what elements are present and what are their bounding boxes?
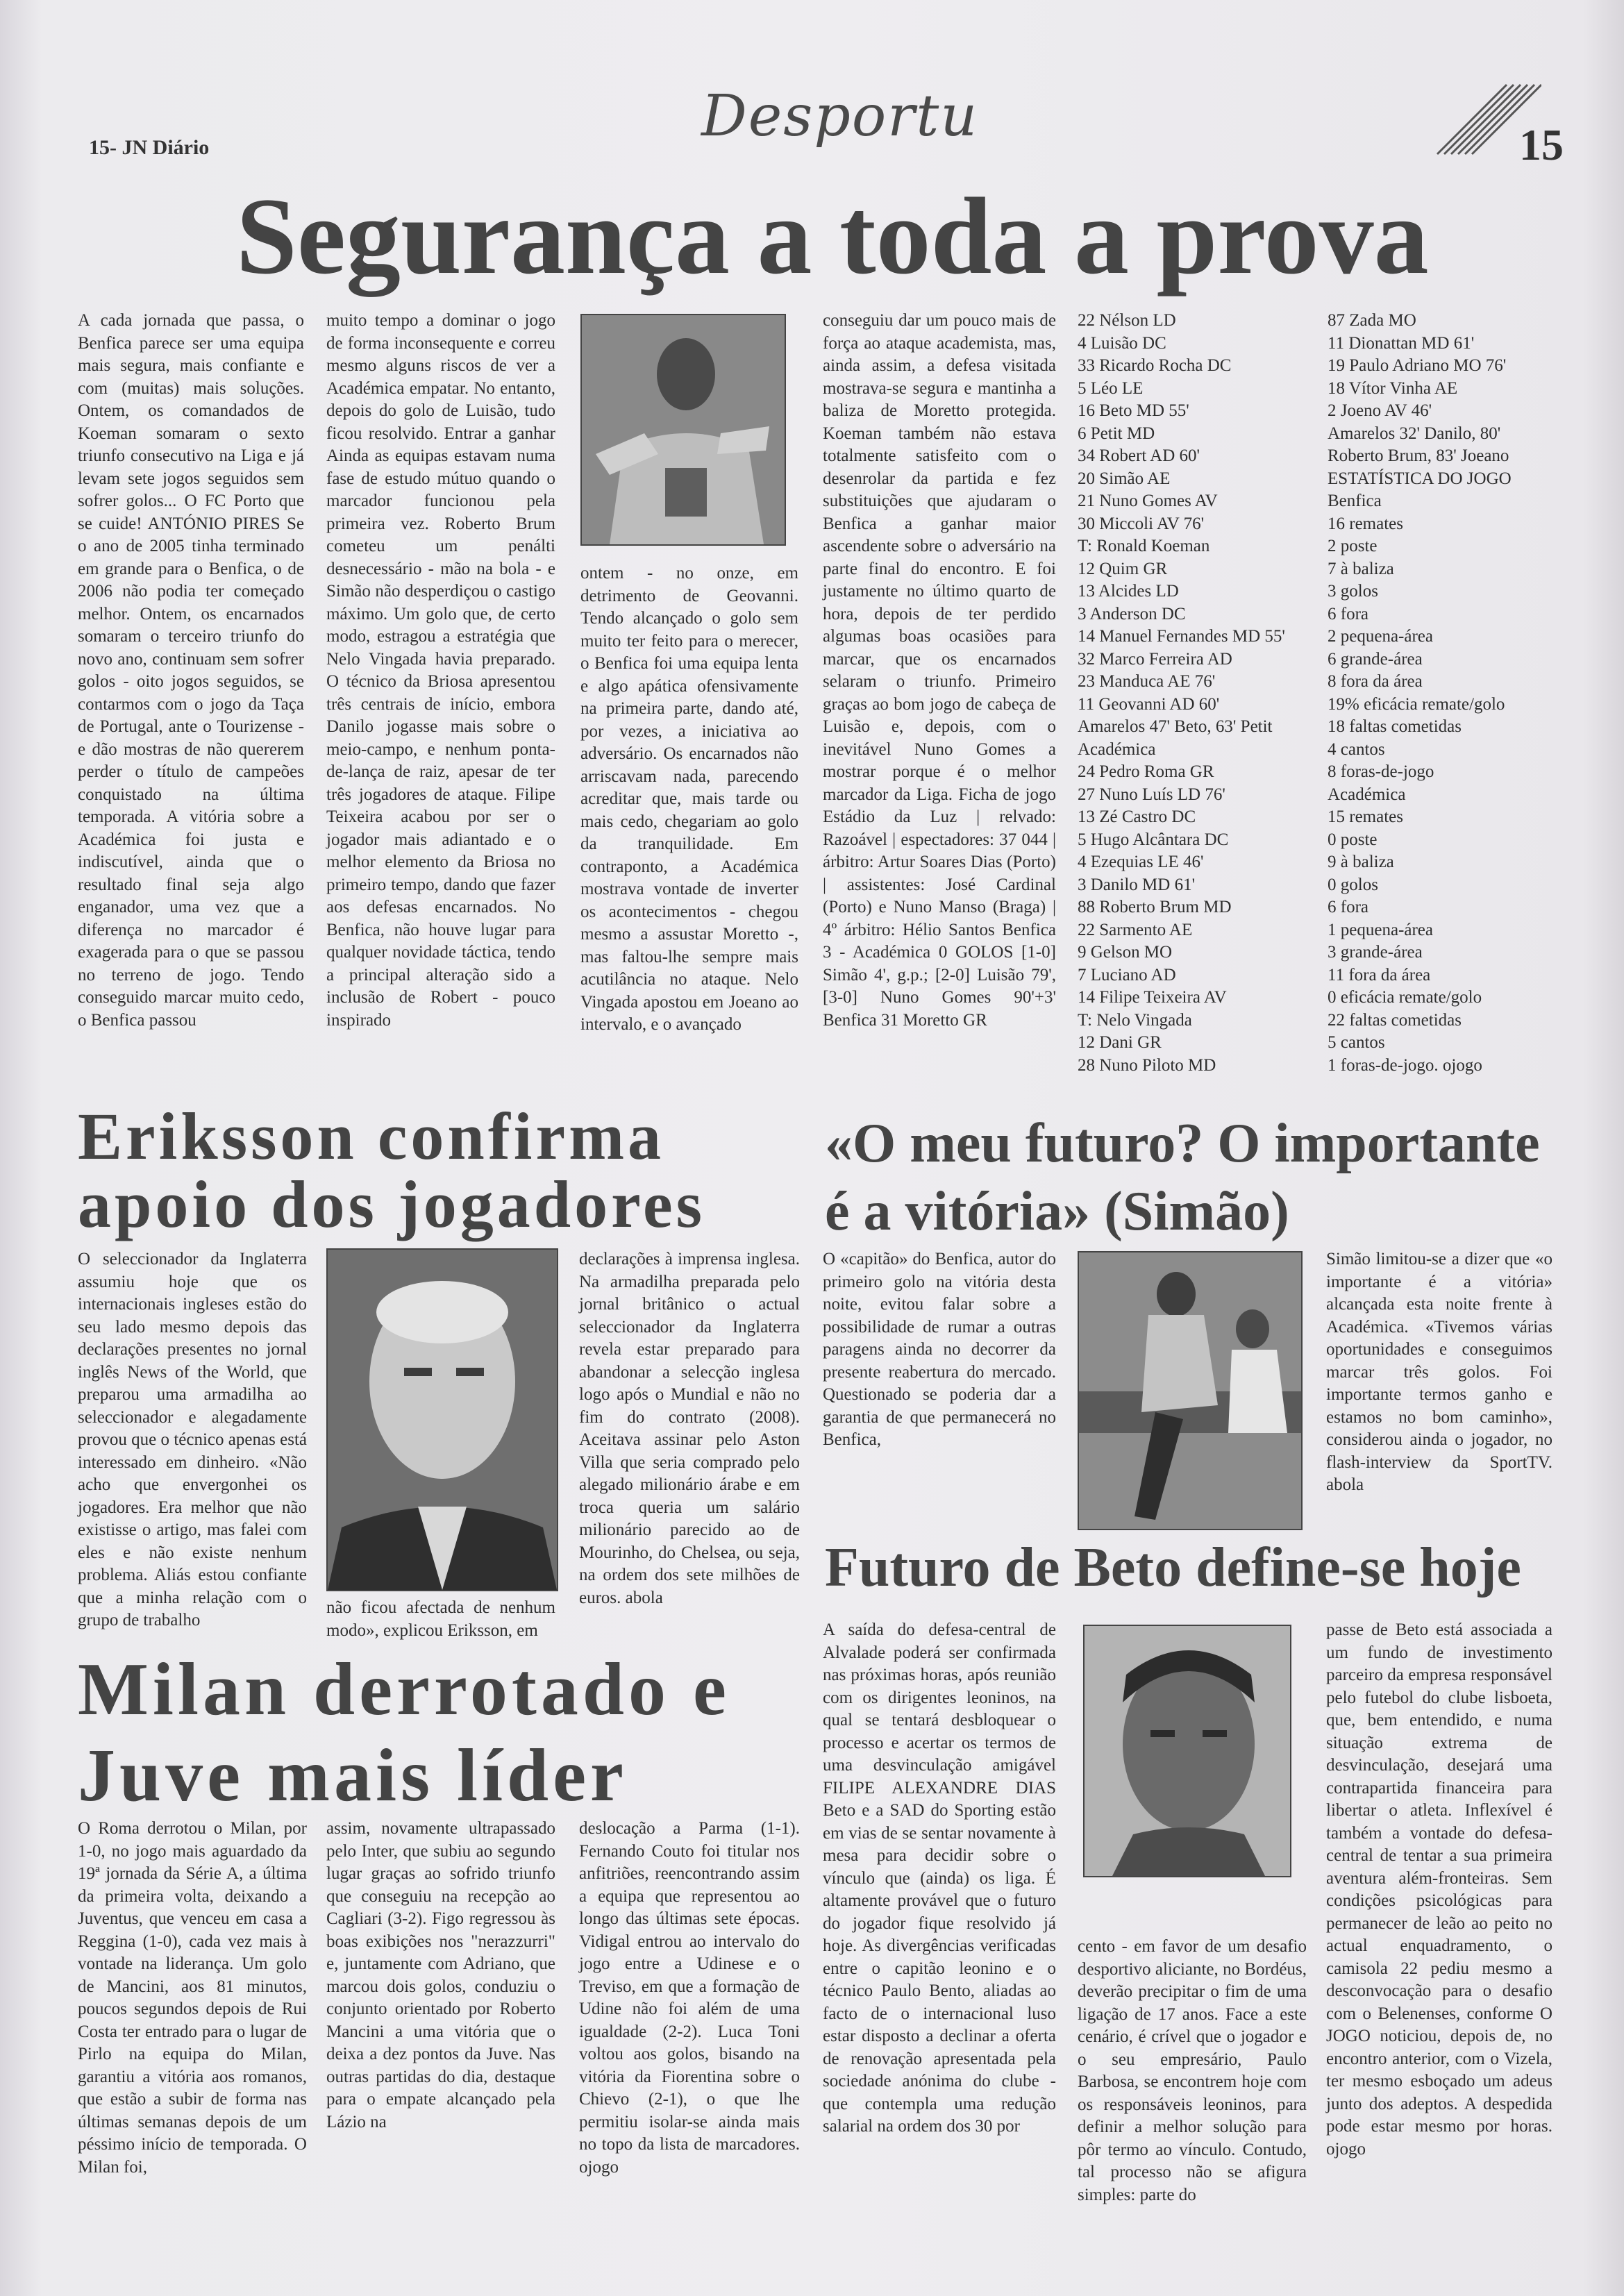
stat-line: 24 Pedro Roma GR bbox=[1078, 762, 1214, 781]
article1-column-4: conseguiu dar um pouco mais de força ao ataque academista, mas, ainda assim, a defesa visitada mostrava-se segura e mantinha a baliza de Moretto protegida. Koeman também não estava totalmente satisfeito com o desenrolar da partida e fez substituições que ajudaram o Benfica a ganhar maior ascendente sobre o adversário na parte final do encontro. E foi justamente no último quarto de hora, depois de ter perdido algumas boas ocasiões para marcar, que os encarnados selaram o triunfo. Primeiro graças ao bom jogo de cabeça de Luisão e, depois, com o inevitável Nuno Gomes a mostrar porque é o melhor marcador da Liga. Ficha de jogo Estádio da Luz | relvado: Razoável | espectadores: 37 044 | árbitro: Artur Soares Dias (Porto) | assistentes: José Cardinal (Porto) e Nuno Manso (Braga) | 4º árbitro: Hélio Santos Benfica 3 - Académica 0 GOLOS [1-0] Simão 4', g.p.; [2-0] Luisão 79', [3-0] Nuno Gomes 90'+3' Benfica 31 Moretto GR bbox=[823, 311, 1056, 1030]
stat-line: 15 remates bbox=[1328, 807, 1403, 826]
stat-line: 4 Luisão DC bbox=[1078, 333, 1166, 353]
stat-line: 16 remates bbox=[1328, 514, 1403, 533]
stat-line: 34 Robert AD 60' bbox=[1078, 446, 1200, 465]
stat-line: 11 fora da área bbox=[1328, 965, 1431, 984]
stat-line: Roberto Brum, 83' Joeano bbox=[1328, 446, 1509, 465]
article5-column-1: O Roma derrotou o Milan, por 1-0, no jogo mais aguardado da 19ª jornada da Série A, a última da primeira volta, deixando a Juventus, que venceu em casa a Reggina (1-0), cada vez mais à vontade na liderança. Um golo de Mancini, aos 81 minutos, poucos segundos depois de Rui Costa ter entrado para o lugar de Pirlo na equipa do Milan, garantiu a vitória aos romanos, que estão a subir de forma nas últimas semanas depois de um péssimo início de temporada. O Milan foi, bbox=[78, 1819, 307, 2177]
stat-line: 3 grande-área bbox=[1328, 943, 1423, 962]
stat-line: 88 Roberto Brum MD bbox=[1078, 898, 1232, 916]
stat-line: 1 pequena-área bbox=[1328, 920, 1433, 939]
stat-line: Académica bbox=[1328, 785, 1406, 804]
milan-headline: Milan derrotado e Juve mais líder bbox=[78, 1648, 730, 1817]
stat-line: ESTATÍSTICA DO JOGO bbox=[1328, 469, 1512, 488]
stat-line: 12 Quim GR bbox=[1078, 559, 1168, 578]
stat-line: 5 Léo LE bbox=[1078, 378, 1144, 398]
stat-line: 11 Dionattan MD 61' bbox=[1328, 333, 1475, 353]
match-lineups bbox=[1078, 310, 1328, 1077]
stat-line: 27 Nuno Luís LD 76' bbox=[1078, 785, 1225, 804]
stat-line: 12 Dani GR bbox=[1078, 1033, 1162, 1052]
stat-line: 6 Petit MD bbox=[1078, 424, 1155, 443]
stat-line: 6 grande-área bbox=[1328, 649, 1423, 669]
stat-line: 3 Danilo MD 61' bbox=[1078, 875, 1196, 894]
stat-line: 16 Beto MD 55' bbox=[1078, 401, 1189, 420]
article4-column-2: cento - em favor de um desafio desportivo aliciante, no Bordéus, deverão precipitar o fim de uma ligação de 17 anos. Face a este cenário, é crível que o jogador e o seu empresário, Paulo Barbosa, se encontrem hoje com os responsáveis leoninos, para definir a melhor solução para pôr termo ao vínculo. Contudo, tal processo não se afigura simples: parte do bbox=[1078, 1937, 1307, 2204]
stat-line: 19% eficácia remate/golo bbox=[1328, 694, 1505, 714]
stat-line: 11 Geovanni AD 60' bbox=[1078, 694, 1220, 714]
stat-line: 22 Nélson LD bbox=[1078, 311, 1176, 330]
stat-line: 18 Vítor Vinha AE bbox=[1328, 378, 1458, 398]
stat-line: 4 cantos bbox=[1328, 739, 1385, 759]
stat-line: 5 cantos bbox=[1328, 1033, 1385, 1052]
stat-line: 2 poste bbox=[1328, 537, 1378, 555]
article4-column-1: A saída do defesa-central de Alvalade poderá ser confirmada nas próximas horas, após reunião com os dirigentes leoninos, na qual se tentará desbloquear o processo e acertar os termos de uma desvinculação amigável FILIPE ALEXANDRE DIAS Beto e a SAD do Sporting estão em vias de se sentar novamente à mesa para decidir sobre o vínculo que (ainda) os liga. É altamente provável que o futuro do jogador fique resolvido já hoje. As divergências verificadas entre o capitão leonino e o técnico Paulo Bento, aliadas ao facto de o internacional luso estar disposto a declinar a oferta de renovação apresentada pela sociedade anónima do clube - que contempla uma redução salarial na ordem dos 30 por bbox=[823, 1620, 1056, 2136]
stat-line: 32 Marco Ferreira AD bbox=[1078, 649, 1232, 669]
stat-line: Amarelos 32' Danilo, 80' bbox=[1328, 424, 1501, 443]
stat-line: 8 foras-de-jogo bbox=[1328, 762, 1434, 781]
article4-column-3: passe de Beto está associada a um fundo de investimento parceiro da empresa responsável pelo futebol do clube lisboeta, que, bem entendido, e numa situação extrema de desvinculação, desejará uma contrapartida financeira para libertar o atleta. Inflexível é também a vontade do defesa-central de tentar a sua primeira aventura além-fronteiras. Sem condições psicológicas para permanecer de leão ao peito no actual enquadramento, o camisola 22 pediu mesmo a desconvocação para o desafio com o Belenenses, conforme O JOGO noticiou, depois de, no encontro anterior, com o Vizela, ter mesmo esboçado um adeus junto dos adeptos. A despedida pode estar mesmo por horas. ojogo bbox=[1326, 1620, 1552, 2159]
page-number: 15 bbox=[1519, 120, 1564, 169]
simao-headline: «O meu futuro? O importante é a vitória» (Simão) bbox=[825, 1113, 1540, 1242]
beto-headline: Futuro de Beto define-se hoje bbox=[825, 1537, 1521, 1598]
stat-line: 18 faltas cometidas bbox=[1328, 717, 1462, 736]
stat-line: Benfica bbox=[1328, 492, 1382, 510]
article5-column-3: deslocação a Parma (1-1). Fernando Couto foi titular nos anfitriões, reencontrando assim a equipa que representou ao longo das últimas sete épocas. Vidigal entrou ao intervalo do jogo entre a Udinese e o Treviso, em que a formação de Udine não foi além de uma igualdade (2-2). Luca Toni voltou aos golos, bisando na vitória da Fiorentina sobre o Chievo (2-1), o que lhe permitiu isolar-se ainda mais no topo da lista de marcadores. ojogo bbox=[579, 1819, 800, 2177]
stat-line: 1 foras-de-jogo. ojogo bbox=[1328, 1055, 1482, 1075]
stat-line: 30 Miccoli AV 76' bbox=[1078, 514, 1205, 533]
eriksson-photo bbox=[326, 1248, 558, 1591]
stat-line: 3 Anderson DC bbox=[1078, 604, 1186, 623]
stat-line: 14 Filipe Teixeira AV bbox=[1078, 988, 1227, 1007]
stat-line: 9 Gelson MO bbox=[1078, 943, 1173, 962]
stat-line: 0 poste bbox=[1328, 830, 1378, 849]
stat-line: 14 Manuel Fernandes MD 55' bbox=[1078, 627, 1285, 646]
stat-line: 13 Zé Castro DC bbox=[1078, 807, 1196, 826]
simao-match-photo bbox=[1078, 1251, 1303, 1530]
stat-line: Amarelos 47' Beto, 63' Petit bbox=[1078, 717, 1273, 736]
stat-line: 21 Nuno Gomes AV bbox=[1078, 492, 1218, 510]
stat-line: 0 eficácia remate/golo bbox=[1328, 988, 1482, 1007]
stat-line: T: Nelo Vingada bbox=[1078, 1010, 1192, 1030]
article2-column-3: declarações à imprensa inglesa. Na armadilha preparada pelo jornal britânico o actual seleccionador da Inglaterra revela estar preparado para abandonar a selecção inglesa logo após o Mundial e não no fim do contrato (2008). Aceitava assinar pelo Aston Villa que seria comprado pelo alegado milionário árabe e em troca queria um salário milionário parecido ao de Mourinho, do Chelsea, ou seja, na ordem dos sete milhões de euros. abola bbox=[579, 1250, 800, 1607]
article3-column-3: Simão limitou-se a dizer que «o importante é a vitória» alcançada esta noite frente à Académica. «Tivemos várias oportunidades e conseguimos marcar três golos. Foi importante termos ganho e estamos no bom caminho», considerou ainda o jogador, no flash-interview da SportTV. abola bbox=[1326, 1250, 1552, 1494]
article2-column-1: O seleccionador da Inglaterra assumiu hoje que os internacionais ingleses estão do seu lado mesmo depois das declarações presentes no jornal inglês News of the World, que preparou uma armadilha ao seleccionador e alegadamente provou que o técnico apenas está interessado em dinheiro. «Não acho que envergonhei os jogadores. Era melhor que não existisse o artigo, mas falei com eles e não existe nenhum problema. Aliás estou confiante que a minha relação com o grupo de trabalho bbox=[78, 1250, 307, 1629]
stat-line: 22 Sarmento AE bbox=[1078, 920, 1193, 939]
stat-line: 4 Ezequias LE 46' bbox=[1078, 853, 1204, 871]
stat-line: 9 à baliza bbox=[1328, 853, 1394, 871]
stat-line: 23 Manduca AE 76' bbox=[1078, 672, 1216, 691]
stat-line: Académica bbox=[1078, 739, 1156, 759]
article1-column-3: ontem - no onze, em detrimento de Geovanni. Tendo alcançado o golo sem muito ter feito para o merecer, o Benfica foi uma equipa lenta e algo apática ofensivamente na primeira parte, dando até, por vezes, a iniciativa ao adversário. Os encarnados não arriscavam nada, parecendo acreditar que, mais tarde ou mais cedo, chegariam ao golo da tranquilidade. Em contraponto, a Académica mostrava vontade de inverter os acontecimentos - chegou mesmo a assustar Moretto -, mas faltou-lhe sempre mais acutilância no ataque. Nelo Vingada apostou em Joeano ao intervalo, e o avançado bbox=[580, 564, 798, 1034]
match-statistics bbox=[1328, 310, 1564, 1077]
edition-label: 15- JN Diário bbox=[89, 136, 210, 159]
article1-column-1: A cada jornada que passa, o Benfica parece ser uma equipa mais segura, mais confiante e com (muitas) mais soluções. Ontem, os comandados de Koeman somaram o sexto triunfo consecutivo na Liga e já levam sete jogos seguidos sem sofrer golos... O FC Porto que se cuide! ANTÓNIO PIRES Se o ano de 2005 tinha terminado em grande para o Benfica, o de 2006 não podia ter começado melhor. Ontem, os encarnados somaram o terceiro triunfo do novo ano, continuam sem sofrer golos - oito jogos seguidos, se contarmos com o jogo da Taça de Portugal, ante o Tourizense - e dão mostras de não quererem perder o título de campeões conquistado na última temporada. A vitória sobre a Académica foi justa e indiscutível, ainda que o resultado final seja algo enganador, uma vez que a diferença no marcador é exagerada para o que se passou no terreno de jogo. Tendo conseguido marcar muito cedo, o Benfica passou bbox=[78, 311, 304, 1030]
main-headline: Segurança a toda a prova bbox=[236, 176, 1429, 297]
stat-line: 7 Luciano AD bbox=[1078, 965, 1176, 984]
stat-line: 20 Simão AE bbox=[1078, 469, 1171, 488]
stat-line: 87 Zada MO bbox=[1328, 311, 1416, 330]
stat-line: 5 Hugo Alcântara DC bbox=[1078, 830, 1229, 849]
stat-line: 7 à baliza bbox=[1328, 559, 1394, 578]
stat-line: 2 Joeno AV 46' bbox=[1328, 401, 1432, 420]
stat-line: 6 fora bbox=[1328, 898, 1368, 916]
beto-photo bbox=[1083, 1625, 1291, 1877]
stat-line: 8 fora da área bbox=[1328, 672, 1423, 691]
diagonal-lines-ornament bbox=[1430, 78, 1541, 161]
stat-line: 28 Nuno Piloto MD bbox=[1078, 1055, 1216, 1075]
stat-line: T: Ronald Koeman bbox=[1078, 537, 1210, 555]
stat-line: 6 fora bbox=[1328, 604, 1368, 623]
stat-line: 0 golos bbox=[1328, 875, 1378, 894]
section-title: Desportu bbox=[701, 83, 979, 149]
stat-line: 33 Ricardo Rocha DC bbox=[1078, 356, 1232, 375]
stat-line: 22 faltas cometidas bbox=[1328, 1010, 1462, 1030]
stat-line: 19 Paulo Adriano MO 76' bbox=[1328, 356, 1507, 375]
benfica-player-photo bbox=[580, 314, 786, 546]
stat-line: 3 golos bbox=[1328, 582, 1378, 601]
stat-line: 2 pequena-área bbox=[1328, 627, 1433, 646]
stat-line: 13 Alcides LD bbox=[1078, 582, 1179, 601]
eriksson-headline: Eriksson confirma apoio dos jogadores bbox=[78, 1099, 706, 1241]
article2-column-2: não ficou afectada de nenhum modo», explicou Eriksson, em bbox=[326, 1598, 555, 1640]
article5-column-2: assim, novamente ultrapassado pelo Inter, que subiu ao segundo lugar graças ao sofrido triunfo que conseguiu na recepção ao Cagliari (3-2). Figo regressou às boas exibições nos "nerazzurri" e, juntamente com Adriano, que marcou dois golos, conduziu o conjunto orientado por Roberto Mancini a uma vitória que o deixa a dez pontos da Juve. Nas outras partidas do dia, destaque para o empate alcançado pela Lázio na bbox=[326, 1819, 555, 2131]
article3-column-1: O «capitão» do Benfica, autor do primeiro golo na vitória desta noite, evitou falar sobre a possibilidade de rumar a outras paragens ainda no decorrer da presente reabertura do mercado. Questionado se poderia dar a garantia de que permanecerá no Benfica, bbox=[823, 1250, 1056, 1449]
article1-column-2: muito tempo a dominar o jogo de forma inconsequente e correu mesmo alguns riscos de ver a Académica empatar. No entanto, depois do golo de Luisão, tudo ficou resolvido. Entrar a ganhar Ainda as equipas estavam numa fase de estudo mútuo quando o marcador funcionou pela primeira vez. Roberto Brum cometeu um penálti desnecessário - mão na bola - e Simão não desperdiçou o castigo máximo. Um golo que, de certo modo, estragou a estratégia que Nelo Vingada havia preparado. O técnico da Briosa apresentou três centrais de início, embora Danilo jogasse mais sobre o meio-campo, e nenhum ponta-de-lança de raiz, apesar de ter três jogadores de ataque. Filipe Teixeira acabou por ser o jogador mais adiantado e o melhor elemento da Briosa no primeiro tempo, dando que fazer aos defesas encarnados. No Benfica, não houve lugar para qualquer novidade táctica, tendo a principal alteração sido a inclusão de Robert - pouco inspirado bbox=[326, 311, 555, 1030]
